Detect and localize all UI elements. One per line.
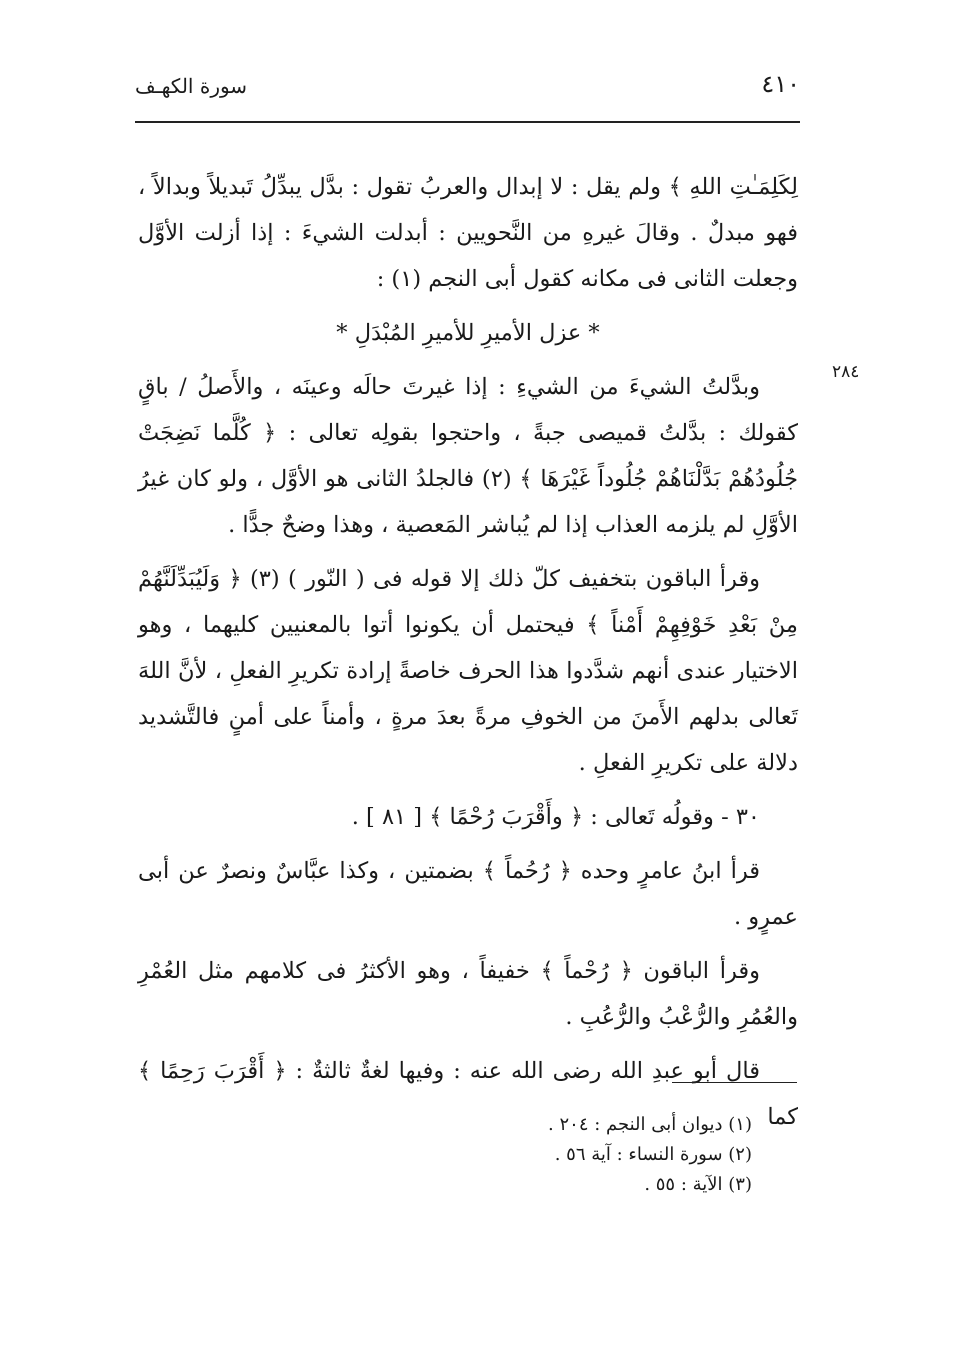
running-title: سورة الكهـف [135, 74, 248, 98]
header-rule [135, 121, 800, 123]
paragraph-6: قال أبو عبدِ الله رضى الله عنه : وفيها لغةٌ ثالثةٌ : ﴿ أَقْرَبَ رَحِمًا ﴾ كما [138, 1058, 798, 1130]
page-body [138, 164, 798, 1148]
margin-page-reference: ٢٨٤ [832, 362, 860, 382]
footnotes [548, 1110, 752, 1200]
paragraph-2: وبدَّلتُ الشيءَ من الشيءِ : إذا غيرتَ حالَه وعينَه ، والأَصلُ / باقٍ كقولك : بدَّلتُ قميصى جبةً ، واحتجوا بقولِه تعالى : ﴿ كُلَّما نَضِجَتْ جُلُودُهُمْ بَدَّلْنَاهُمْ جُلُوداً غَيْرَهَا ﴾ (٢) فالجلدُ الثانى هو الأوَّل ، ولو كان غيرُ الأوَّلِ لم يلزمه العذاب إذا لم يُباشر المَعصية ، وهذا وضحٌ جدًّا . [138, 374, 799, 538]
page-number: ٤١٠ [761, 70, 800, 98]
paragraph-1: لِكَلِمَـٰتِ اللهِ ﴾ ولم يقل : لا إبدال والعربُ تقول : بدَّل يبدِّلُ تَبديلاً وبدالاً ، فهو مبدلٌ . وقالَ غيرهِ من النَّحويين : أبدلت الشيءَ : إذا أزلت الأوَّل وجعلت الثانى فى مكانه كقول أبى النجم (١) : [138, 174, 798, 292]
footnote-rule [672, 1082, 797, 1083]
verse-heading: ٣٠ - وقولُه تَعالى : ﴿ وأَقْرَبَ رُحْمًا ﴾ [ ٨١ ] . [351, 804, 760, 830]
footnote-3: (٣) الآية : ٥٥ . [644, 1174, 752, 1195]
paragraph-5: وقرأ الباقون ﴿ رُحْماً ﴾ خفيفاً ، وهو الأكثرُ فى كلامهم مثل العُمْرِ والعُمُرِ والرُّعْبُ والرُّعُبِ . [138, 958, 798, 1030]
page-header [135, 70, 800, 110]
verse-quote: * عزل الأميرِ للأميرِ المُبْدَلِ * [336, 320, 600, 346]
paragraph-4: قرأ ابنُ عامرٍ وحده ﴿ رُحُماً ﴾ بضمتين ، وكذا عبَّاسٌ ونصرٌ عن أبى عمرٍو . [138, 858, 798, 930]
paragraph-3: وقرأ الباقون بتخفيف كلّ ذلك إلا قوله فى ( النّور ) (٣) ﴿ وَلَيُبَدِّلَنَّهُمْ مِنْ بَعْدِ خَوْفِهِمْ أَمْناً ﴾ فيحتمل أن يكونوا أتوا بالمعنيين كليهما ، وهو الاختيار عندى أنهم شدَّدوا هذا الحرف خاصةً إرادة تكريرِ الفعلِ ، لأنَّ اللهَ تَعالى بدلهم الأَمنَ من الخوفِ مرةً بعدَ مرةٍ ، وأمناً على أمنٍ فالتَّشديد دلالة على تكريرِ الفعلِ . [138, 566, 798, 776]
footnote-1: (١) ديوان أبى النجم : ٢٠٤ . [548, 1114, 752, 1135]
footnote-2: (٢) سورة النساء : آية ٥٦ . [554, 1144, 752, 1165]
